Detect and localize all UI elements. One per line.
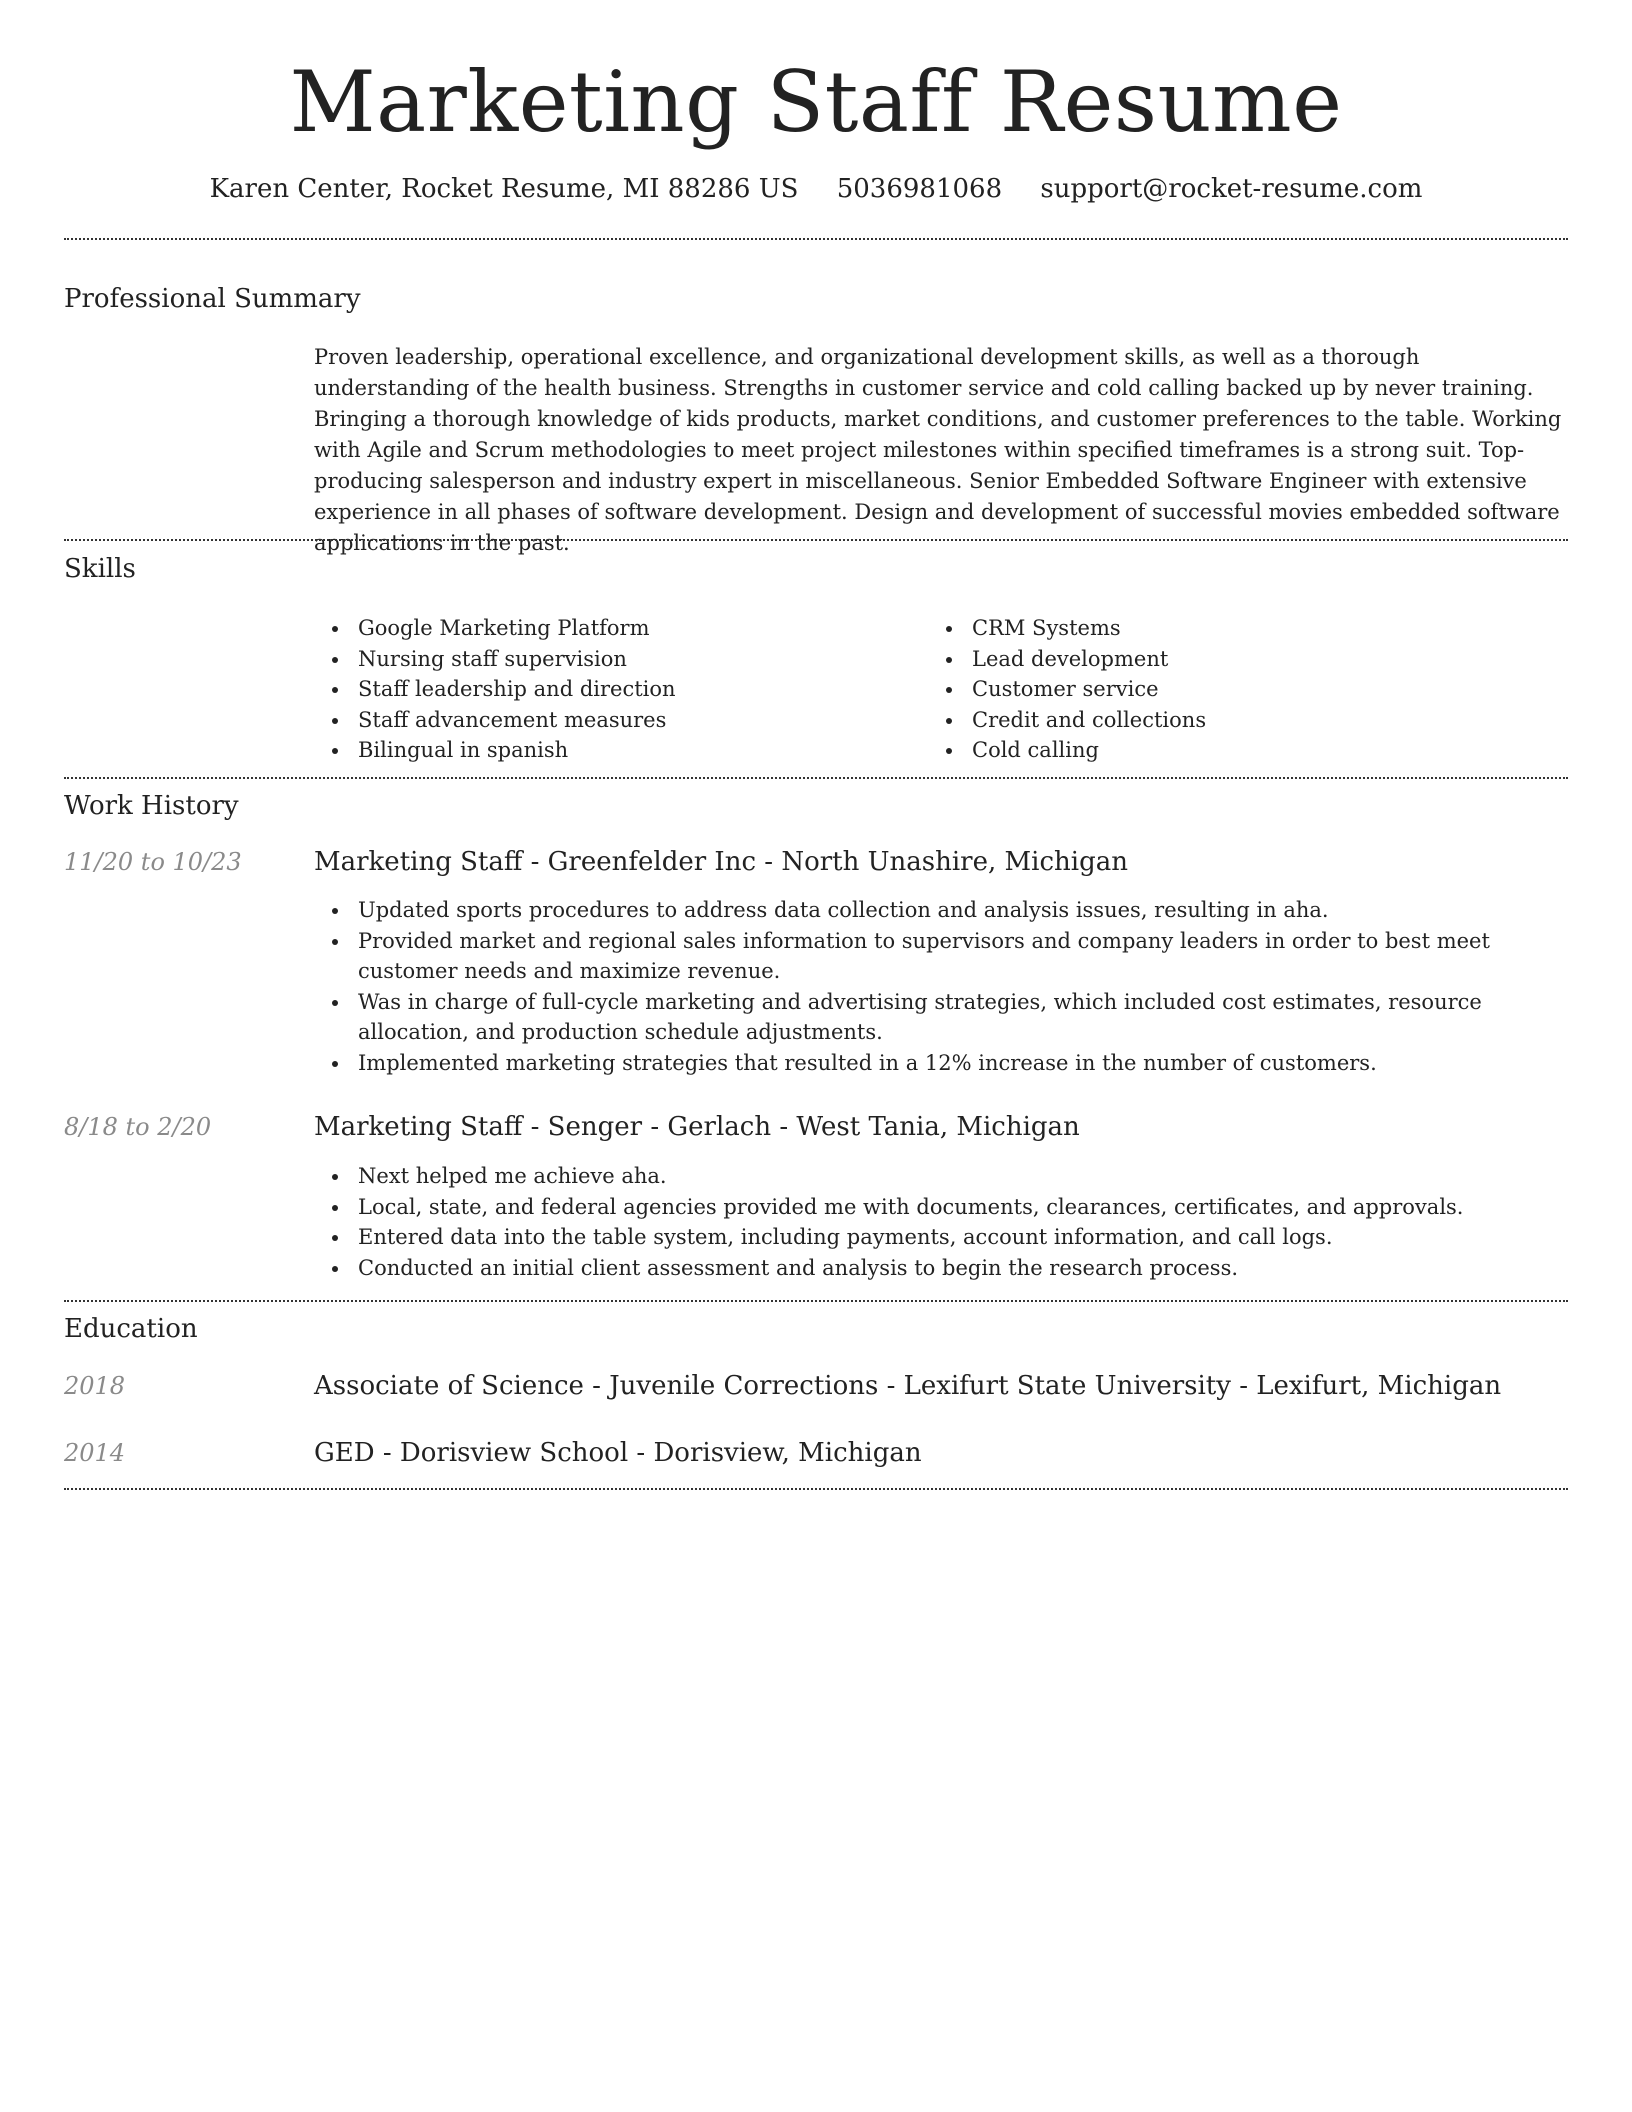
education-year: 2018 xyxy=(64,1372,126,1400)
divider xyxy=(64,238,1568,240)
education-year: 2014 xyxy=(64,1439,126,1467)
skill-item: Staff advancement measures xyxy=(314,705,874,736)
job-bullet: Implemented marketing strategies that resulted in a 12% increase in the number of customers. xyxy=(314,1048,1568,1079)
job-bullet: Was in charge of full-cycle marketing and advertising strategies, which included cost estimates, resource allocation, and production schedule adjustments. xyxy=(314,987,1568,1048)
job-bullet: Provided market and regional sales information to supervisors and company leaders in order to best meet customer needs and maximize revenue. xyxy=(314,926,1568,987)
contact-phone: 5036981068 xyxy=(836,174,1003,204)
divider xyxy=(64,1300,1568,1302)
job-title: Marketing Staff - Greenfelder Inc - North Unashire, Michigan xyxy=(314,847,1128,877)
skill-item: CRM Systems xyxy=(928,613,1488,644)
education-title: GED - Dorisview School - Dorisview, Michigan xyxy=(314,1438,922,1468)
job-bullet: Updated sports procedures to address data collection and analysis issues, resulting in aha. xyxy=(314,895,1568,926)
summary-text: Proven leadership, operational excellence, and organizational development skills, as well as a thorough understanding of the health business. Strengths in customer service and cold calling backed up by never training. Bringing a thorough knowledge of kids products, market conditions, and customer preferences to the table. Working with Agile and Scrum methodologies to meet project milestones within specified timeframes is a strong suit. Top-producing salesperson and industry expert in miscellaneous. Senior Embedded Software Engineer with extensive experience in all phases of software development. Design and development of successful movies embedded software applications in the past. xyxy=(314,345,1562,555)
divider xyxy=(64,1488,1568,1490)
job-bullet: Entered data into the table system, including payments, account information, and call logs. xyxy=(314,1222,1568,1253)
job-title: Marketing Staff - Senger - Gerlach - West Tania, Michigan xyxy=(314,1112,1080,1142)
contact-address: Karen Center, Rocket Resume, MI 88286 US xyxy=(209,174,799,204)
skill-item: Customer service xyxy=(928,674,1488,705)
divider xyxy=(64,777,1568,779)
job-bullet: Next helped me achieve aha. xyxy=(314,1161,1568,1192)
job-dates: 8/18 to 2/20 xyxy=(64,1113,212,1141)
resume-title: Marketing Staff Resume xyxy=(289,53,1343,151)
divider xyxy=(64,539,1568,541)
skill-item: Cold calling xyxy=(928,735,1488,766)
skill-item: Staff leadership and direction xyxy=(314,674,874,705)
skills-heading: Skills xyxy=(64,554,136,584)
skills-list-right xyxy=(928,613,1488,766)
work-heading: Work History xyxy=(64,791,239,821)
skill-item: Bilingual in spanish xyxy=(314,735,874,766)
skill-item: Lead development xyxy=(928,644,1488,675)
job-bullet: Local, state, and federal agencies provided me with documents, clearances, certificates, and approvals. xyxy=(314,1192,1568,1223)
job-bullet: Conducted an initial client assessment and analysis to begin the research process. xyxy=(314,1253,1568,1284)
education-title: Associate of Science - Juvenile Corrections - Lexifurt State University - Lexifurt, Michigan xyxy=(314,1371,1502,1401)
job-bullet-list xyxy=(314,895,1568,1079)
skills-list-left xyxy=(314,613,874,766)
skill-item: Google Marketing Platform xyxy=(314,613,874,644)
contact-line xyxy=(0,172,1632,206)
summary-heading: Professional Summary xyxy=(64,284,361,314)
education-heading: Education xyxy=(64,1314,198,1344)
job-bullet-list xyxy=(314,1161,1568,1283)
skill-item: Credit and collections xyxy=(928,705,1488,736)
contact-email: support@rocket-resume.com xyxy=(1040,174,1423,204)
skill-item: Nursing staff supervision xyxy=(314,644,874,675)
job-dates: 11/20 to 10/23 xyxy=(64,848,242,876)
